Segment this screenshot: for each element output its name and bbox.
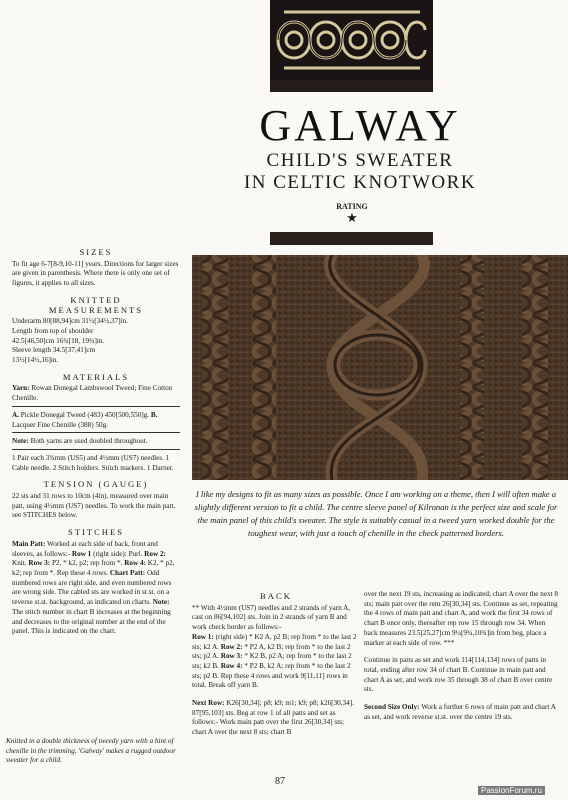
page-title: GALWAY [259, 101, 461, 150]
rating-label: RATING [336, 202, 368, 211]
back-next-row [192, 699, 360, 738]
celtic-knot-icon [270, 0, 433, 80]
note-text: Both yarns are used doubled throughout. [30, 437, 148, 446]
back-intro: ** With 4½mm (US7) needles and 2 strands of yarn A, cast on 86[94,102] sts. Join in 2 strands of yarn B and work check border as follows:- [192, 603, 351, 632]
back-row2-label: Row 2: [220, 642, 243, 651]
tension-text: 22 sts and 31 rows to 10cm (4in), measured over main patt, using 4½mm (US7) needles. To work the main patt, see STITCHES below. [12, 492, 176, 520]
page-subtitle [220, 150, 500, 194]
next-row-text: K26[30,34]; p8; k9; m1; k9; p8; k26[30,34]. 87[95,103] sts. Beg at row 1 of all patts and set as follows:- Work main patt over the first 26[30,34] sts; chart A over the next 8 sts; chart B [192, 699, 354, 737]
yarn-b-label: B. [150, 410, 158, 419]
page-number: 87 [275, 776, 285, 787]
row1-text: (right side): Purl. [93, 549, 143, 558]
yarn-text: Rowan Donegal Lambswool Tweed; Fine Cotton Chenille. [12, 384, 173, 403]
sizes-heading: SIZES [79, 247, 113, 257]
next-row-label: Next Row: [192, 699, 225, 708]
stitches-text [12, 540, 180, 637]
second-size-label: Second Size Only: [364, 703, 420, 712]
row4-text: K2, * p2, k2; rep from *. Rep these 4 rows. [12, 559, 175, 577]
subtitle-line-2: IN CELTIC KNOTWORK [243, 172, 477, 193]
stitches-note-text: The stitch number in chart B increases at the beginning and decreases to the original number at the end of the panel. This is indicated on the chart. [12, 607, 171, 636]
row2-label: Row 2: [144, 549, 166, 558]
chart-patt-text: Odd numbered rows are right side, and even numbered rows are wrong side. The cabled sts are worked in st.st. on a reverse st.st. background, as indicated on charts. [12, 568, 172, 607]
main-patt-text: Worked at each side of back, front and sleeves, as follows:- [12, 539, 158, 558]
celtic-knot-banner [270, 0, 433, 80]
back-row4-text: * P2 B, k2 A; rep from * to the last 2 sts; p2 B. Rep these 4 rows and work 9[11,11] rows in total. Break off yarn B. [192, 661, 351, 690]
measurement-line: 42.5[46,50]cm 16¾[18, 19¾]in. [12, 336, 105, 345]
row3-text: P2, * k2, p2; rep from *. [51, 559, 123, 568]
knit-texture-image [192, 255, 568, 480]
yarn-label: Yarn: [12, 384, 30, 393]
back-row1-text: (right side) * K2 A, p2 B; rep from * to the last 2 sts; k2 A. [192, 632, 357, 651]
stitches-heading: STITCHES [67, 527, 125, 538]
back-row1-label: Row 1: [192, 632, 214, 641]
measurement-line: Underarm 80[88,94]cm 31½[34½,37]in. [12, 317, 128, 326]
row2-text: Knit. [12, 559, 27, 568]
back-row3-text: * K2 B, p2 A; rep from * to the last 2 sts; k2 B. [192, 652, 352, 670]
stitches-note-label: Note: [152, 598, 170, 607]
measurements-heading-2: MEASUREMENTS [48, 304, 144, 315]
measurement-line: 13½[14½,16]in. [12, 356, 59, 365]
divider [12, 432, 180, 433]
decorative-strip [270, 80, 433, 92]
main-patt-label: Main Patt: [12, 539, 46, 548]
back-row2-text: * P2 A, k2 B; rep from * to the last 2 sts; p2 A. [192, 642, 351, 661]
left-column [12, 248, 180, 637]
row3-label: Row 3: [28, 559, 51, 568]
tension-heading: TENSION (GAUGE) [43, 479, 149, 490]
watermark: PassionForum.ru [478, 786, 545, 795]
back-row3-label: Row 3: [220, 652, 243, 661]
divider [12, 406, 180, 407]
col3-para-3 [364, 703, 560, 722]
yarn-b-text: Lacquer Fine Chenille (388) 50g. [12, 420, 109, 429]
needles-text: 1 Pair each 3¾mm (US5) and 4½mm (US7) needles. 1 Cable needle. 2 Stitch holders. Stitch markers. 1 Darner. [12, 453, 174, 472]
third-column [364, 590, 560, 722]
chart-patt-label: Chart Patt: [109, 568, 146, 577]
rating-star-icon: ★ [346, 210, 358, 225]
photo-caption: Knitted in a double thickness of tweedy yarn with a hint of chenille in the trimming, 'Galway' makes a rugged outdoor sweater for a child. [6, 737, 176, 765]
yarn-line [12, 384, 180, 403]
row1-label: Row 1 [71, 549, 92, 558]
decorative-strip-lower [270, 232, 433, 245]
back-rows [192, 633, 360, 691]
materials-note [12, 437, 180, 447]
yarn-a-label: A. [12, 410, 19, 419]
back-column [192, 592, 360, 738]
divider [12, 449, 180, 450]
row4-label: Row 4: [124, 559, 146, 568]
sizes-text: To fit age 6-7[8-9,10-11] years. Directions for larger sizes are given in parenthesis. Where there is only one set of figures, it applies to all sizes. [12, 259, 179, 288]
back-row4-label: Row 4: [220, 661, 243, 670]
intro-paragraph: I like my designs to fit as many sizes as possible. Once I am working on a theme, then I will often make a slightly different version to fit a child. The centre sleeve panel of Kilronan is the perfect size and scale for the main panel of this child's sweater. The style is suitably casual in a tweed yarn worked double for the toughest wear, with just a touch of chenille in the check patterned borders. [194, 489, 558, 538]
yarn-a-line [12, 411, 180, 430]
col3-para-1: over the next 19 sts, increasing as indicated; chart A over the next 8 sts; main patt over the rem 26[30,34] sts. Continue as set, repeating the 4 rows of main patt and chart A, and work the first 34 rows of chart B once only, thereafter rep row 15 through row 34. When back measures 23.5[25,27]cm 9¼[9¾,10¾]in from beg, place a marker at each side of row. *** [364, 590, 559, 647]
subtitle-line-1: CHILD'S SWEATER [266, 150, 454, 171]
second-size-text: Work a further 6 rows of main patt and chart A as set, and work reverse st.st. over the centre 19 sts. [364, 703, 556, 721]
yarn-a-text: Pickle Donegal Tweed (483) 450[500,550]g. [20, 410, 150, 419]
col3-para-2: Continue in patts as set and work 114[114,134] rows of patts in total, ending after row 34 of chart B. Continue in main patt and chart A as set, and work row 35 through 38 of chart B over centre sts. [364, 656, 553, 694]
measurements-heading: KNITTED [70, 294, 122, 305]
sweater-photo [192, 255, 568, 480]
back-heading: BACK [260, 591, 292, 601]
materials-heading: MATERIALS [62, 371, 130, 382]
note-label: Note: [12, 437, 29, 446]
measurement-line: Sleeve length 34.5[37,41]cm [12, 346, 96, 355]
measurement-line: Length from top of shoulder [12, 326, 94, 335]
